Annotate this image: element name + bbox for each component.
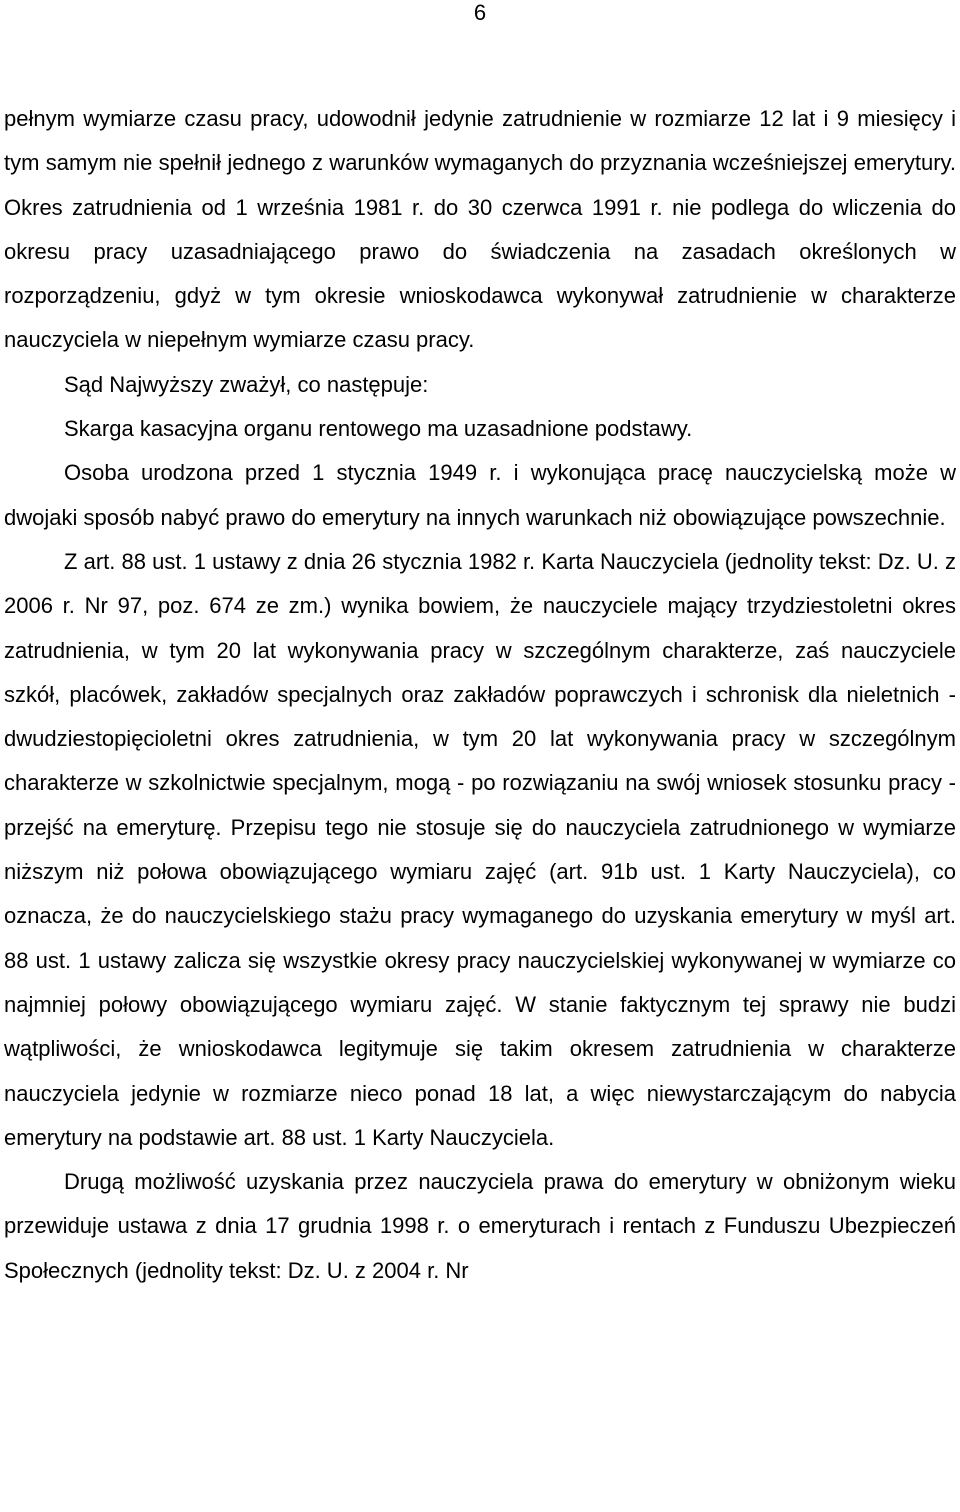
paragraph-continuation: pełnym wymiarze czasu pracy, udowodnił jedynie zatrudnienie w rozmiarze 12 lat i 9 miesięcy i tym samym nie spełnił jednego z warunków wymaganych do przyznania wcześniejszej emerytury. Okres zatrudnienia od 1 września 1981 r. do 30 czerwca 1991 r. nie podlega do wliczenia do okresu pracy uzasadniającego prawo do świadczenia na zasadach określonych w rozporządzeniu, gdyż w tym okresie wnioskodawca wykonywał zatrudnienie w charakterze nauczyciela w niepełnym wymiarze czasu pracy. (4, 106, 956, 353)
document-body (4, 97, 956, 1293)
paragraph-second-possibility: Drugą możliwość uzyskania przez nauczyciela prawa do emerytury w obniżonym wieku przewiduje ustawa z dnia 17 grudnia 1998 r. o emeryturach i rentach z Funduszu Ubezpieczeń Społecznych (jednolity tekst: Dz. U. z 2004 r. Nr (4, 1169, 956, 1283)
paragraph-persons-born-before-1949: Osoba urodzona przed 1 stycznia 1949 r. i wykonująca pracę nauczycielską może w dwojaki sposób nabyć prawo do emerytury na innych warunkach niż obowiązujące powszechnie. (4, 460, 956, 530)
paragraph-court-considered: Sąd Najwyższy zważył, co następuje: (64, 371, 429, 397)
paragraph-cassation-justified: Skarga kasacyjna organu rentowego ma uzasadnione podstawy. (64, 416, 693, 442)
page-number: 6 (473, 0, 487, 25)
paragraph-teachers-charter: Z art. 88 ust. 1 ustawy z dnia 26 stycznia 1982 r. Karta Nauczyciela (jednolity tekst: Dz. U. z 2006 r. Nr 97, poz. 674 ze zm.) wynika bowiem, że nauczyciele mający trzydziestoletni okres zatrudnienia, w tym 20 lat wykonywania pracy w szczególnym charakterze, zaś nauczyciele szkół, placówek, zakładów specjalnych oraz zakładów poprawczych i schronisk dla nieletnich - dwudziestopięcioletni okres zatrudnienia, w tym 20 lat wykonywania pracy w szczególnym charakterze w szkolnictwie specjalnym, mogą - po rozwiązaniu na swój wniosek stosunku pracy - przejść na emeryturę. Przepisu tego nie stosuje się do nauczyciela zatrudnionego w wymiarze niższym niż połowa obowiązującego wymiaru zajęć (art. 91b ust. 1 Karty Nauczyciela), co oznacza, że do nauczycielskiego stażu pracy wymaganego do uzyskania emerytury w myśl art. 88 ust. 1 ustawy zalicza się wszystkie okresy pracy nauczycielskiej wykonywanej w wymiarze co najmniej połowy obowiązującego wymiaru zajęć. W stanie faktycznym tej sprawy nie budzi wątpliwości, że wnioskodawca legitymuje się takim okresem zatrudnienia w charakterze nauczyciela jedynie w rozmiarze nieco ponad 18 lat, a więc niewystarczającym do nabycia emerytury na podstawie art. 88 ust. 1 Karty Nauczyciela. (4, 548, 956, 1150)
